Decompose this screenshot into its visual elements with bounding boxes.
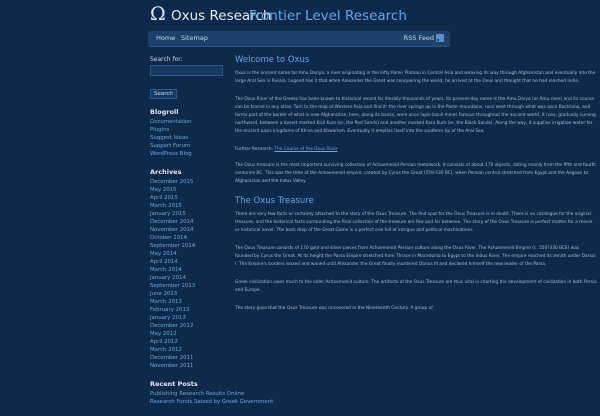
search-button[interactable]: Search: [150, 89, 177, 99]
blogroll-link[interactable]: Documentation: [150, 119, 192, 125]
blogroll-link[interactable]: Plugins: [150, 127, 170, 133]
course-of-oxus-link[interactable]: The Course of the Oxus River: [274, 147, 338, 152]
archive-link[interactable]: December 2014: [150, 219, 194, 225]
archive-link[interactable]: April 2014: [150, 259, 178, 265]
archive-link[interactable]: September 2013: [150, 283, 196, 289]
treasure-intro-paragraph: The Oxus treasure is the most important surviving collection of Achaemenid Persian metalwork. It consists of about 170 objects, dating mainly from the fifth and fourth centuries BC. This was the time of the Achaemenid empire, created by Cyrus the Great (559-530 BC), when Persian control stretched from Egypt and the Aegean to Afghanistan and the Indus Valley.: [235, 163, 596, 184]
main-content: [235, 55, 599, 323]
recent-post-link[interactable]: Publishing Research Results Online: [150, 391, 245, 397]
blogroll-list: [150, 118, 226, 158]
intro-paragraph: Oxus is the ancient name for Amu Dariya, a river originating in the lofty Pamir Plateau in Central Asia and weaving its way through Afghanistan and eventually into the large Aral Sea in Russia. Legend has it that when Alexander the Great was conquering the world, he arrived at the Oxus and thought that he had reached India.: [235, 71, 596, 84]
blogroll-link[interactable]: WordPress Blog: [150, 151, 192, 157]
blogroll-heading: Blogroll: [150, 108, 179, 116]
archive-link[interactable]: March 2015: [150, 203, 182, 209]
archive-link[interactable]: June 2013: [150, 291, 178, 297]
recent-post-link[interactable]: Research Funds Seized by Greek Government: [150, 399, 274, 405]
archive-link[interactable]: February 2013: [150, 307, 190, 313]
archive-link[interactable]: March 2014: [150, 267, 182, 273]
nav-sitemap-link[interactable]: Sitemap: [181, 34, 208, 42]
archive-link[interactable]: November 2014: [150, 227, 194, 233]
recent-posts-heading: Recent Posts: [150, 380, 198, 388]
archives-list: [150, 178, 226, 370]
omega-logo-icon[interactable]: Ω: [150, 3, 166, 25]
recent-posts-list: [150, 390, 274, 406]
oxus-river-paragraph: The Oxus River of the Greeks has been known to historical record for literally thousands of years. Its present-day name is the Amu Darya (or Amu river) and its course can be traced in any atlas. Turn to the map of Western Asia and find it: the river springs up in the Pamir mountains, runs west through what was once Bactriana, and forms part of the border of what is now Afghanistan; here, along its banks, were once lapis-lazuli mines famous throughout the ancient world. It runs, gradually curving northward, between a desert marked Kizil Kum (or, the Red Sands) and another marked Kara Kum (or, the Black Sands). Along the way, it supplies irrigation-water for the ancient oasis kingdoms of Khiva and Khwarism. Eventually it empties itself into the southern tip of the Aral Sea.: [235, 97, 596, 134]
archive-link[interactable]: April 2012: [150, 339, 178, 345]
archive-link[interactable]: January 2014: [150, 275, 186, 281]
blogroll-link[interactable]: Support Forum: [150, 143, 191, 149]
archives-heading: Archives: [150, 168, 182, 176]
archive-link[interactable]: January 2013: [150, 315, 186, 321]
archive-link[interactable]: May 2015: [150, 187, 177, 193]
archive-link[interactable]: December 2011: [150, 355, 194, 361]
treasure-contents-paragraph: The Oxus Treasure consists of 170 gold and silver pieces from Achaemenid Persian culture along the Oxus River. The Achaemenid Empire (c. 550?330 BCE) was founded by Cyrus the Great. At its height the Parsa Empire stretched from Thrace in Macedonia to Egypt to the Indus River. The empire reached its zenith under Darius I. The Empire's borders waxed and waned until Alexander the Great finally murdered Darius III and declared himself the new leader of the Parsa.: [235, 246, 596, 267]
site-tagline: Frontier Level Research: [249, 8, 407, 24]
archive-link[interactable]: October 2014: [150, 235, 188, 241]
main-navigation: [148, 31, 450, 47]
welcome-heading: Welcome to Oxus: [235, 55, 310, 65]
blogroll-link[interactable]: Suggest Ideas: [150, 135, 189, 141]
further-research: [235, 146, 599, 154]
further-research-label: Further Research:: [235, 147, 274, 152]
archive-link[interactable]: September 2014: [150, 243, 196, 249]
archive-link[interactable]: May 2012: [150, 331, 177, 337]
archive-link[interactable]: January 2015: [150, 211, 186, 217]
archive-link[interactable]: March 2013: [150, 299, 182, 305]
archive-link[interactable]: May 2014: [150, 251, 177, 257]
site-title-link[interactable]: Oxus Research: [171, 8, 272, 24]
treasure-facts-paragraph: There are very few facts or certainty attached to the story of the Oxus Treasure. The find spot for the Oxus Treasure is in doubt. There is no catalogue for the original treasure, and the historical facts surrounding the final collection of the treasure are few and far between. The story of the Oxus Treasure is perfect matter for a movie or historical novel. The back drop of the Great Game is a perfect one full of intrigue and political machinations.: [235, 212, 593, 233]
archive-link[interactable]: December 2015: [150, 179, 194, 185]
archive-link[interactable]: March 2012: [150, 347, 182, 353]
nav-home-link[interactable]: Home: [156, 34, 176, 42]
story-paragraph: The story goes that the Oxus Treasure was uncovered in the Nineteenth Century. A group of: [235, 306, 433, 311]
oxus-treasure-heading: The Oxus Treasure: [235, 196, 314, 206]
rss-feed-link[interactable]: RSS Feed: [403, 34, 434, 42]
search-label: Search for:: [150, 56, 183, 63]
archive-link[interactable]: December 2012: [150, 323, 194, 329]
archive-link[interactable]: April 2015: [150, 195, 178, 201]
rss-icon[interactable]: [436, 34, 444, 42]
site-header: [0, 0, 600, 32]
archive-link[interactable]: November 2011: [150, 363, 194, 369]
greek-civilization-paragraph: Greek civilization owes much to the older Achaemenid culture. The artifacts of the Oxus Treasure are thus vital in charting the development of civilization in both Persia and Europe.: [235, 280, 597, 293]
search-input[interactable]: [150, 65, 223, 76]
